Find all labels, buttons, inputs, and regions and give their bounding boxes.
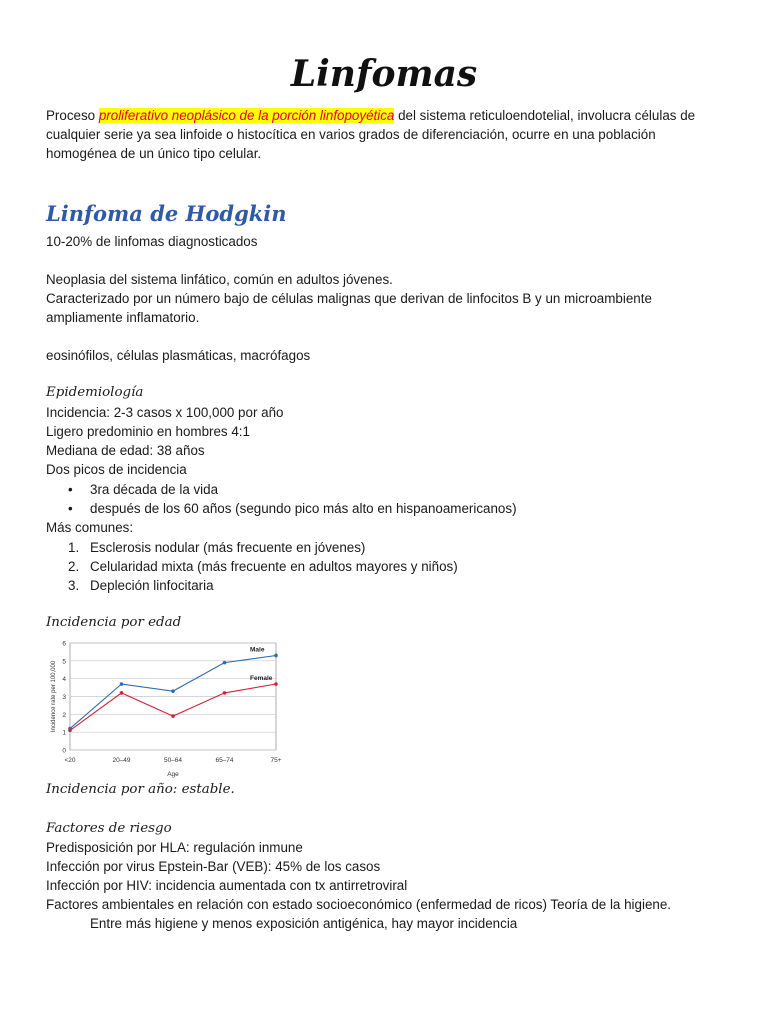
epi-line-4: Dos picos de incidencia	[46, 462, 187, 477]
y-tick-label: 1	[62, 729, 66, 737]
y-tick-label: 3	[62, 694, 66, 701]
riesgo-line-2: Infección por virus Epstein-Bar (VEB): 45% de los casos	[46, 859, 381, 874]
y-tick-label: 5	[62, 658, 66, 666]
y-tick-label: 2	[62, 711, 66, 719]
list-number: 2.	[68, 559, 80, 574]
riesgo-line-4: Factores ambientales en relación con estado socioeconómico (enfermedad de ricos) Teoría de la higiene.	[46, 897, 672, 912]
x-tick-label: <20	[64, 757, 76, 764]
data-point-female	[120, 691, 124, 695]
y-axis-label: Incidence rate per 100,000	[51, 660, 57, 733]
numbered-item: Depleción linfocitaria	[90, 578, 214, 593]
heading-incidencia-edad: Incidencia por edad	[46, 615, 182, 630]
intro-paragraph	[46, 106, 736, 163]
x-tick-label: 75+	[270, 757, 282, 764]
epi-line-3: Mediana de edad: 38 años	[46, 443, 205, 458]
series-label-female: Female	[250, 675, 273, 683]
intro-prefix: Proceso	[46, 108, 99, 123]
data-point-female	[171, 714, 175, 718]
intro-line1-rest: del sistema reticuloendotelial, involucra células de	[394, 108, 696, 123]
page-title: Linfomas	[290, 53, 478, 95]
y-tick-label: 4	[62, 676, 66, 684]
intro-highlight: proliferativo neoplásico de la porción linfopoyética	[98, 108, 395, 123]
bullet-dot-icon: •	[68, 482, 73, 497]
intro-line2: cualquier serie ya sea linfoide o histocítica en varios grados de diferenciación, ocurre en una población	[46, 127, 656, 142]
data-point-female	[223, 691, 227, 695]
hodgkin-percentage: 10-20% de linfomas diagnosticados	[46, 234, 258, 249]
bullet-dot-icon: •	[68, 501, 73, 516]
intro-line3: homogénea de un único tipo celular.	[46, 146, 262, 161]
incidence-by-age-chart	[44, 637, 288, 782]
x-tick-label: 65–74	[215, 757, 234, 764]
data-point-female	[274, 682, 278, 686]
data-point-male	[171, 689, 175, 693]
riesgo-line-3: Infección por HIV: incidencia aumentada con tx antirretroviral	[46, 878, 408, 893]
numbered-item: Celularidad mixta (más frecuente en adultos mayores y niños)	[90, 559, 458, 574]
riesgo-indented: Entre más higiene y menos exposición antigénica, hay mayor incidencia	[90, 916, 518, 931]
data-point-male	[120, 682, 124, 686]
mas-comunes-label: Más comunes:	[46, 520, 134, 535]
hodgkin-desc-3: ampliamente inflamatorio.	[46, 310, 200, 325]
list-number: 3.	[68, 578, 80, 593]
y-tick-label: 0	[62, 747, 66, 755]
data-point-female	[68, 729, 72, 733]
x-tick-label: 50–64	[163, 757, 183, 764]
y-tick-label: 6	[62, 640, 66, 648]
list-number: 1.	[68, 540, 80, 555]
data-point-male	[223, 661, 227, 665]
incidencia-por-anio: Incidencia por año: estable.	[46, 782, 235, 797]
numbered-item: Esclerosis nodular (más frecuente en jóvenes)	[90, 540, 366, 555]
bullet-item: después de los 60 años (segundo pico más alto en hispanoamericanos)	[90, 501, 517, 516]
hodgkin-cells: eosinófilos, células plasmáticas, macrófagos	[46, 348, 311, 363]
bullet-item: 3ra década de la vida	[90, 482, 219, 497]
riesgo-line-1: Predisposición por HLA: regulación inmune	[46, 840, 303, 855]
data-point-male	[274, 654, 278, 658]
x-axis-label: Age	[167, 771, 179, 778]
section-heading-hodgkin: Linfoma de Hodgkin	[46, 201, 287, 226]
heading-factores-riesgo: Factores de riesgo	[46, 821, 172, 836]
series-label-male: Male	[250, 646, 265, 654]
x-tick-label: 20–49	[112, 757, 131, 764]
hodgkin-desc-1: Neoplasia del sistema linfático, común en adultos jóvenes.	[46, 272, 393, 287]
hodgkin-desc-2: Caracterizado por un número bajo de células malignas que derivan de linfocitos B y un microambiente	[46, 291, 652, 306]
heading-epidemiologia: Epidemiología	[46, 385, 144, 400]
epi-line-2: Ligero predominio en hombres 4:1	[46, 424, 250, 439]
epi-line-1: Incidencia: 2-3 casos x 100,000 por año	[46, 405, 284, 420]
